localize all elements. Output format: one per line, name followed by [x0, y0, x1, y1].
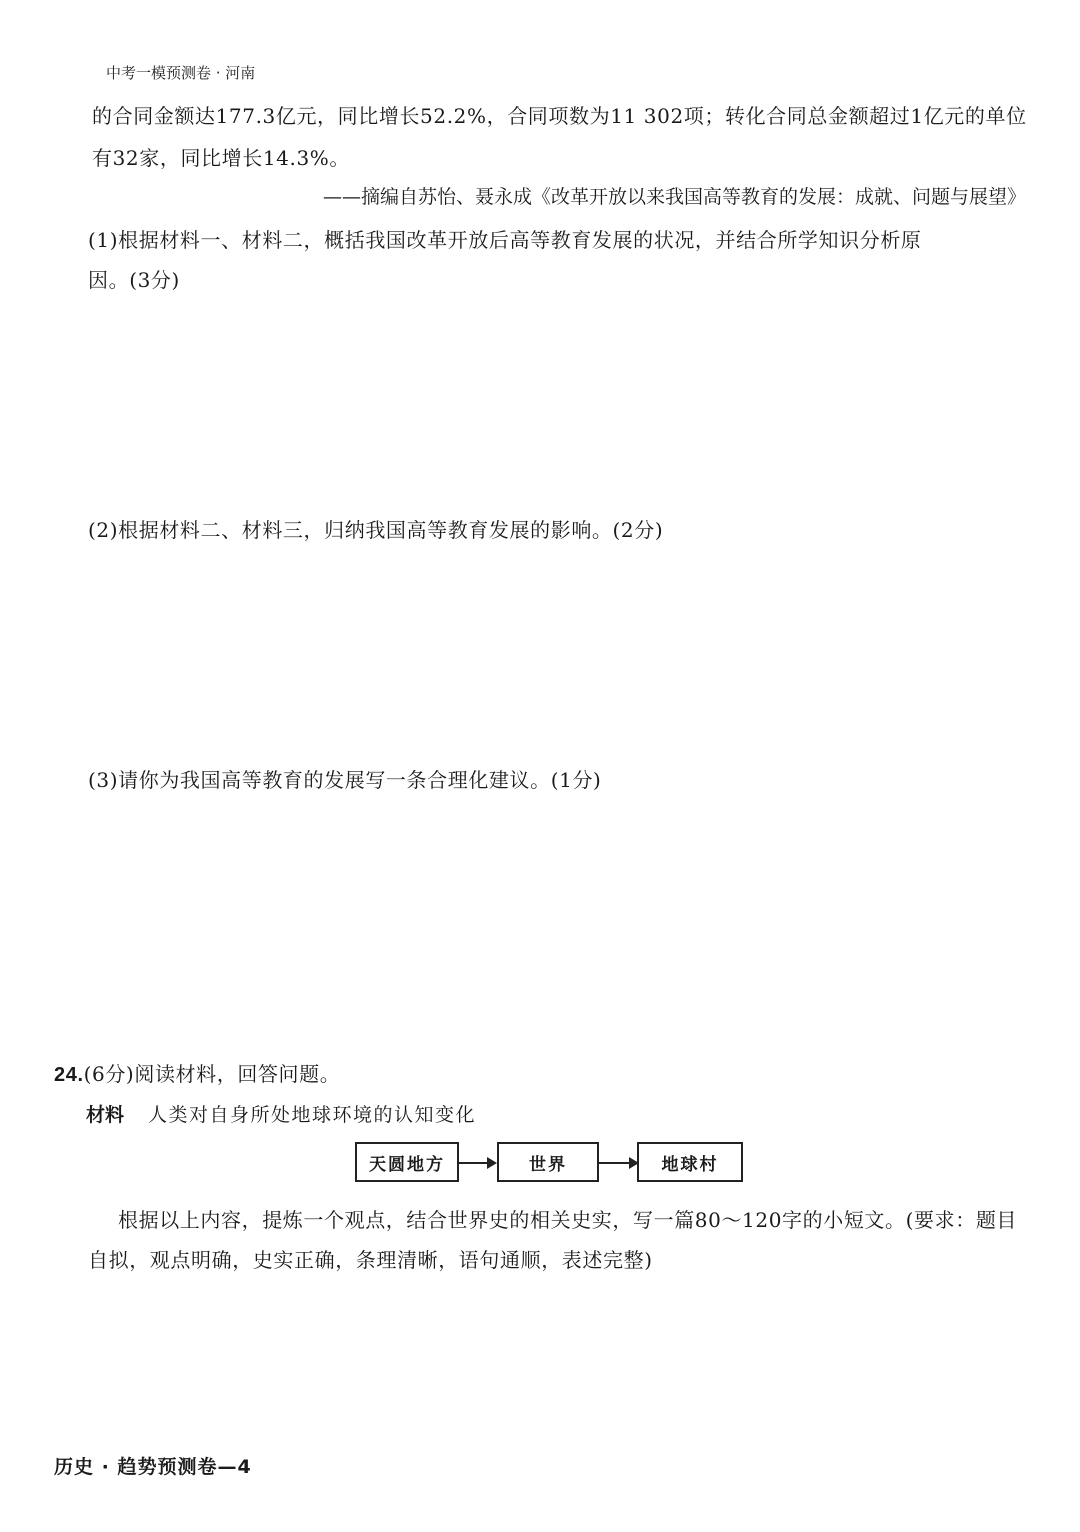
- question-23-2: (2)根据材料二、材料三，归纳我国高等教育发展的影响。(2分): [88, 518, 664, 542]
- flow-arrow-2: [599, 1162, 637, 1164]
- flow-box-2: 世界: [497, 1142, 599, 1182]
- flow-box-3: 地球村: [637, 1142, 743, 1182]
- question-23-3: (3)请你为我国高等教育的发展写一条合理化建议。(1分): [88, 768, 602, 792]
- material-label: 材料: [86, 1104, 125, 1126]
- material-title: 人类对自身所处地球环境的认知变化: [148, 1104, 477, 1126]
- question-24-stem: [54, 1058, 340, 1087]
- page-footer: 历史 · 趋势预测卷—4: [54, 1456, 252, 1478]
- passage-line-1: 的合同金额达177.3亿元，同比增长52.2%，合同项数为11 302项；转化合同总金额超过1亿元的单位: [92, 104, 1027, 128]
- question-24-prompt-line-1: 根据以上内容，提炼一个观点，结合世界史的相关史实，写一篇80～120字的小短文。(要求：题目: [118, 1208, 1018, 1232]
- passage-source: ——摘编自苏怡、聂永成《改革开放以来我国高等教育的发展：成就、问题与展望》: [322, 186, 1026, 208]
- question-24-prompt-line-2: 自拟，观点明确，史实正确，条理清晰，语句通顺，表述完整): [88, 1248, 653, 1272]
- flow-box-1: 天圆地方: [355, 1142, 459, 1182]
- question-23-1-line-1: (1)根据材料一、材料二，概括我国改革开放后高等教育发展的状况，并结合所学知识分析原: [88, 228, 922, 252]
- flow-arrow-1: [459, 1162, 495, 1164]
- page-header: 中考一模预测卷 · 河南: [106, 64, 256, 82]
- question-23-1-line-2: 因。(3分): [88, 268, 180, 292]
- question-24-number: 24.: [54, 1064, 84, 1086]
- question-24-stem-text: (6分)阅读材料，回答问题。: [83, 1062, 341, 1086]
- passage-line-2: 有32家，同比增长14.3%。: [92, 146, 350, 170]
